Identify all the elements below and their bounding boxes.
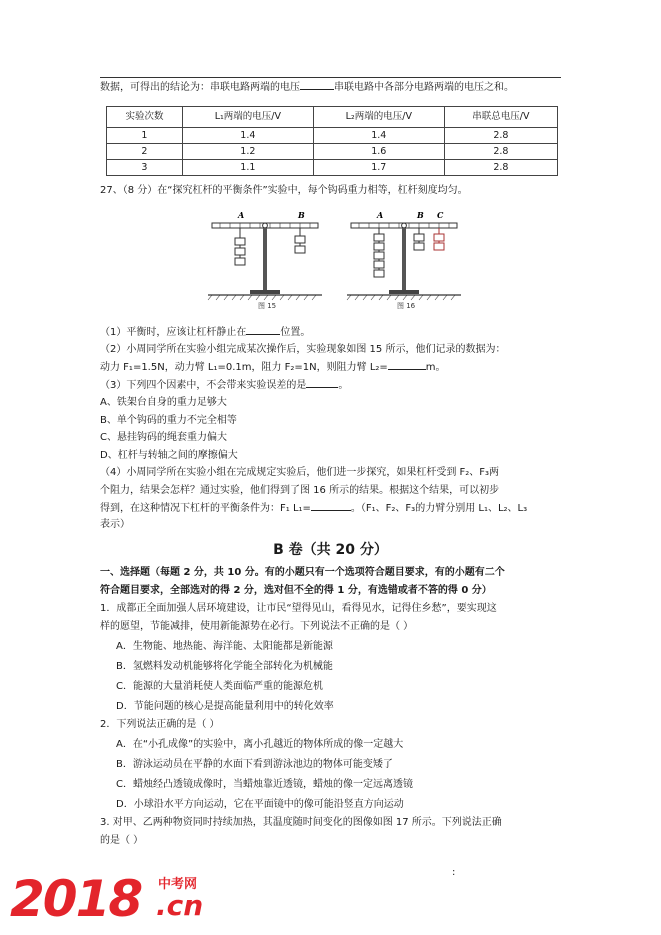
table-cell: 2.8: [444, 160, 557, 176]
fig15-label-b: B: [298, 212, 305, 220]
table-header-cell: 串联总电压/V: [444, 107, 557, 128]
q27-part4-line4: 表示）: [100, 519, 130, 530]
table-header-cell: L₁两端的电压/V: [182, 107, 313, 128]
logo-domain: .cn: [156, 889, 204, 922]
q3-stem-line1: 3. 对甲、乙两种物资同时持续加热，其温度随时间变化的图像如图 17 所示。下列说法正确: [100, 817, 502, 828]
table-row: [107, 160, 558, 176]
q1-option: A．生物能、地热能、海洋能、太阳能都是新能源: [116, 641, 333, 652]
table-cell: 1.6: [313, 144, 444, 160]
q27-part4-text: 得到，在这种情况下杠杆的平衡条件为：F₁ L₁=: [100, 503, 311, 514]
q27-part4-line2: 个阻力，结果会怎样？通过实验，他们得到了图 16 所示的结果。根据这个结果，可以初步: [100, 485, 500, 496]
table-header-cell: 实验次数: [107, 107, 183, 128]
site-logo[interactable]: [10, 870, 230, 928]
table-cell: 2.8: [444, 128, 557, 144]
q27-part4-end: 。（F₁、F₂、F₃的力臂分别用 L₁、L₂、L₃: [350, 503, 528, 514]
fig16-label-a: A: [377, 212, 384, 220]
table-cell: 3: [107, 160, 183, 176]
section-b-title: B 卷（共 20 分）: [273, 542, 388, 558]
q27-part1-text: （1）平衡时，应该让杠杆静止在: [100, 327, 247, 338]
q27-part1: [100, 325, 570, 341]
top-rule: [100, 77, 561, 78]
intro-line: [100, 80, 570, 96]
table-cell: 1.4: [313, 128, 444, 144]
table-row: [107, 128, 558, 144]
q27-option: D、杠杆与转轴之间的摩擦偏大: [100, 450, 238, 461]
stray-mark: :: [452, 867, 456, 878]
q2-stem: 2．下列说法正确的是（ ）: [100, 719, 220, 730]
q1-stem-line2: 样的愿望，节能减排，使用新能源势在必行。下列说法不正确的是（ ）: [100, 621, 414, 632]
q27-part3-end: 。: [338, 380, 349, 391]
voltage-table: [106, 106, 558, 176]
q1-option: B．氢燃料发动机能够将化学能全部转化为机械能: [116, 661, 333, 672]
q1-option: C．能源的大量消耗使人类面临严重的能源危机: [116, 681, 323, 692]
q3-stem-line2: 的是（ ）: [100, 835, 144, 846]
q27-part3: [100, 378, 570, 394]
answer-blank: [388, 360, 426, 370]
q27-stem: 27、（8 分）在“探究杠杆的平衡条件”实验中，每个钩码重力相等，杠杆刻度均匀。: [100, 185, 468, 196]
table-row: [107, 144, 558, 160]
fig16-caption: 图 16: [397, 302, 416, 310]
fig15-label-a: A: [238, 212, 245, 220]
table-cell: 1.1: [182, 160, 313, 176]
section-b-instruction-line2: 符合题目要求，全部选对的得 2 分，选对但不全的得 1 分，有选错或者不答的得 0 分）: [100, 585, 492, 596]
q27-part2-line1: （2）小周同学所在实验小组完成某次操作后，实验现象如图 15 所示，他们记录的数据为：: [100, 344, 506, 355]
q27-part3-text: （3）下列四个因素中，不会带来实验误差的是: [100, 380, 307, 391]
table-header-row: [107, 107, 558, 128]
fig15-caption: 图 15: [258, 302, 277, 310]
table-cell: 2: [107, 144, 183, 160]
intro-text-before: 数据，可得出的结论为：串联电路两端的电压: [100, 82, 300, 93]
q2-option: C．蜡烛经凸透镜成像时，当蜡烛靠近透镜，蜡烛的像一定远离透镜: [116, 779, 413, 790]
table-cell: 1.7: [313, 160, 444, 176]
q27-option: B、单个钩码的重力不完全相等: [100, 415, 237, 426]
q27-option: A、铁架台自身的重力足够大: [100, 397, 227, 408]
section-b-instruction-line1: 一、选择题（每题 2 分，共 10 分。有的小题只有一个选项符合题目要求，有的小题有二个: [100, 567, 505, 578]
q27-option: C、悬挂钩码的绳套重力偏大: [100, 432, 227, 443]
fig16-label-b: B: [417, 212, 424, 220]
answer-blank: [306, 378, 338, 388]
q27-part1-end: 位置。: [280, 327, 311, 338]
table-cell: 1.4: [182, 128, 313, 144]
logo-site-name: 中考网: [158, 877, 198, 892]
fig16-label-c: C: [437, 212, 444, 220]
q1-option: D．节能问题的核心是提高能量利用中的转化效率: [116, 701, 334, 712]
q27-part4-line3: [100, 501, 570, 517]
q27-part2-text: 动力 F₁=1.5N，动力臂 L₁=0.1m，阻力 F₂=1N，则阻力臂 L₂=: [100, 362, 388, 373]
q27-part2-line2: [100, 360, 570, 376]
lever-figure-16: [345, 212, 465, 310]
q2-option: B．游泳运动员在平静的水面下看到游泳池边的物体可能变矮了: [116, 759, 393, 770]
lever-figure-15: [206, 212, 326, 310]
answer-blank: [246, 325, 280, 335]
table-header-cell: L₂两端的电压/V: [313, 107, 444, 128]
logo-number: 2018: [10, 870, 142, 928]
table-cell: 1.2: [182, 144, 313, 160]
table-cell: 2.8: [444, 144, 557, 160]
q2-option: D．小球沿水平方向运动，它在平面镜中的像可能沿竖直方向运动: [116, 799, 404, 810]
table-cell: 1: [107, 128, 183, 144]
q2-option: A．在“小孔成像”的实验中，离小孔越近的物体所成的像一定越大: [116, 739, 404, 750]
q27-part4-line1: （4）小周同学所在实验小组在完成规定实验后，他们进一步探究，如果杠杆受到 F₂、F₃两: [100, 467, 500, 478]
intro-text-after: 串联电路中各部分电路两端的电压之和。: [334, 82, 514, 93]
answer-blank: [300, 80, 334, 90]
q1-stem-line1: 1．成都正全面加强人居环境建设，让市民“望得见山，看得见水，记得住乡愁”，要实现这: [100, 603, 497, 614]
answer-blank: [311, 501, 351, 511]
q27-part2-end: m。: [425, 362, 446, 373]
